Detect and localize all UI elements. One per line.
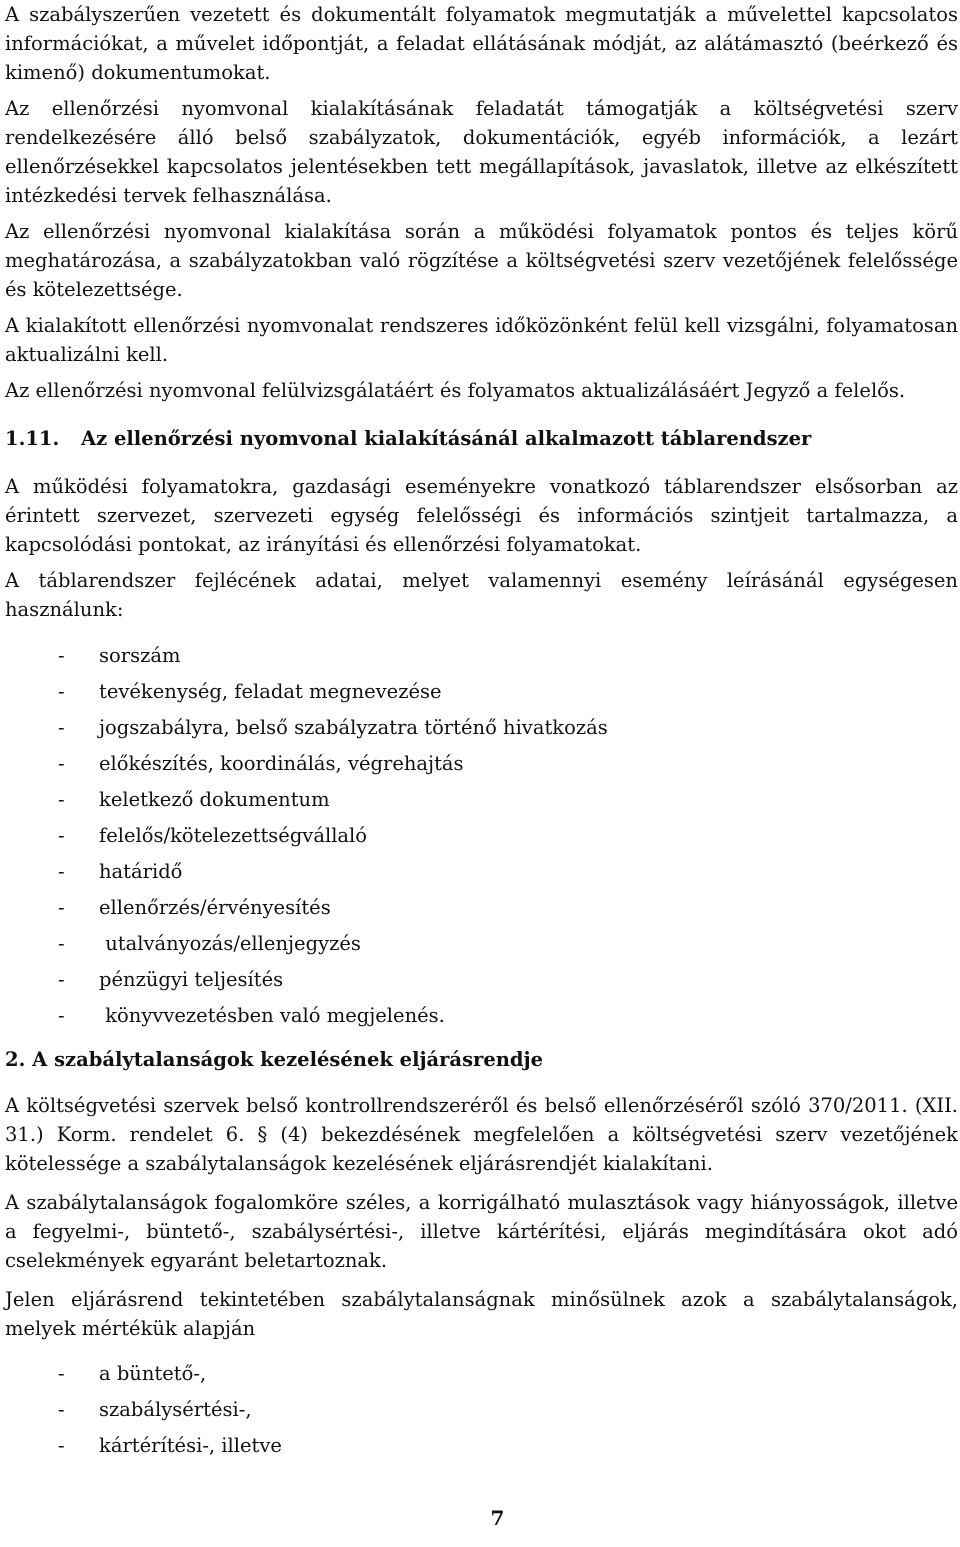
list-item: - a büntető-, bbox=[58, 1362, 207, 1385]
paragraph: A kialakított ellenőrzési nyomvonalat rendszeres időközönként felül kell vizsgálni, folyamatosan aktualizálni kell. bbox=[5, 314, 958, 366]
list-item: - jogszabályra, belső szabályzatra történő hivatkozás bbox=[58, 716, 608, 739]
section-title: Az ellenőrzési nyomvonal kialakításánál alkalmazott táblarendszer bbox=[81, 427, 812, 450]
paragraph: A táblarendszer fejlécének adatai, melyet valamennyi esemény leírásánál egységesen használunk: bbox=[5, 569, 958, 621]
list-item: - pénzügyi teljesítés bbox=[58, 968, 284, 991]
list-item: - szabálysértési-, bbox=[58, 1398, 252, 1421]
list-item: - könyvvezetésben való megjelenés. bbox=[58, 1004, 445, 1027]
paragraph: Az ellenőrzési nyomvonal kialakításának feladatát támogatják a költségvetési szerv rendelkezésére álló belső szabályzatok, dokumentációk, egyéb információk, a lezárt ellenőrzésekkel kapcsolatos jelentésekben tett megállapítások, javaslatok, illetve az elkészített intézkedési tervek felhasználása. bbox=[5, 97, 958, 207]
irregularity-type-list bbox=[5, 1359, 958, 1467]
section-number: 1.11. bbox=[5, 427, 60, 450]
paragraph: A szabálytalanságok fogalomköre széles, a korrigálható mulasztások vagy hiányosságok, illetve a fegyelmi-, büntető-, szabálysértési-, illetve kártérítési, eljárás megindítására okot adó cselekmények egyaránt beletartoznak. bbox=[5, 1191, 958, 1272]
section-heading-1-11 bbox=[5, 424, 958, 453]
paragraph: Az ellenőrzési nyomvonal felülvizsgálatáért és folyamatos aktualizálásáért Jegyző a felelős. bbox=[5, 379, 906, 402]
list-item: - keletkező dokumentum bbox=[58, 788, 330, 811]
list-item: - tevékenység, feladat megnevezése bbox=[58, 680, 442, 703]
table-header-list bbox=[5, 641, 958, 1037]
list-item: - ellenőrzés/érvényesítés bbox=[58, 896, 331, 919]
list-item: - felelős/kötelezettségvállaló bbox=[58, 824, 368, 847]
list-item: - előkészítés, koordinálás, végrehajtás bbox=[58, 752, 464, 775]
section-heading-2: 2. A szabálytalanságok kezelésének eljárásrendje bbox=[5, 1048, 544, 1071]
paragraph: A működési folyamatokra, gazdasági eseményekre vonatkozó táblarendszer elsősorban az érintett szervezet, szervezeti egység felelősségi és információs szintjeit tartalmazza, a kapcsolódási pontokat, az irányítási és ellenőrzési folyamatokat. bbox=[5, 475, 958, 556]
list-item: - sorszám bbox=[58, 644, 181, 667]
list-item: - utalványozás/ellenjegyzés bbox=[58, 932, 361, 955]
paragraph: Az ellenőrzési nyomvonal kialakítása során a működési folyamatok pontos és teljes körű meghatározása, a szabályzatokban való rögzítése a költségvetési szerv vezetőjének felelőssége és kötelezettsége. bbox=[5, 220, 958, 301]
list-item: - kártérítési-, illetve bbox=[58, 1434, 282, 1457]
list-item: - határidő bbox=[58, 860, 183, 883]
paragraph: A szabályszerűen vezetett és dokumentált folyamatok megmutatják a művelettel kapcsolatos információkat, a művelet időpontját, a feladat ellátásának módját, az alátámasztó (beérkező és kimenő) dokumentumokat. bbox=[5, 3, 958, 84]
paragraph: Jelen eljárásrend tekintetében szabálytalanságnak minősülnek azok a szabálytalanságok, melyek mértékük alapján bbox=[5, 1288, 958, 1340]
document-page bbox=[5, 0, 958, 1467]
paragraph: A költségvetési szervek belső kontrollrendszeréről és belső ellenőrzéséről szóló 370/2011. (XII. 31.) Korm. rendelet 6. § (4) bekezdésének megfelelően a költségvetési szerv vezetőjének kötelessége a szabálytalanságok kezelésének eljárásrendjét kialakítani. bbox=[5, 1094, 958, 1175]
page-number: 7 bbox=[490, 1506, 505, 1530]
